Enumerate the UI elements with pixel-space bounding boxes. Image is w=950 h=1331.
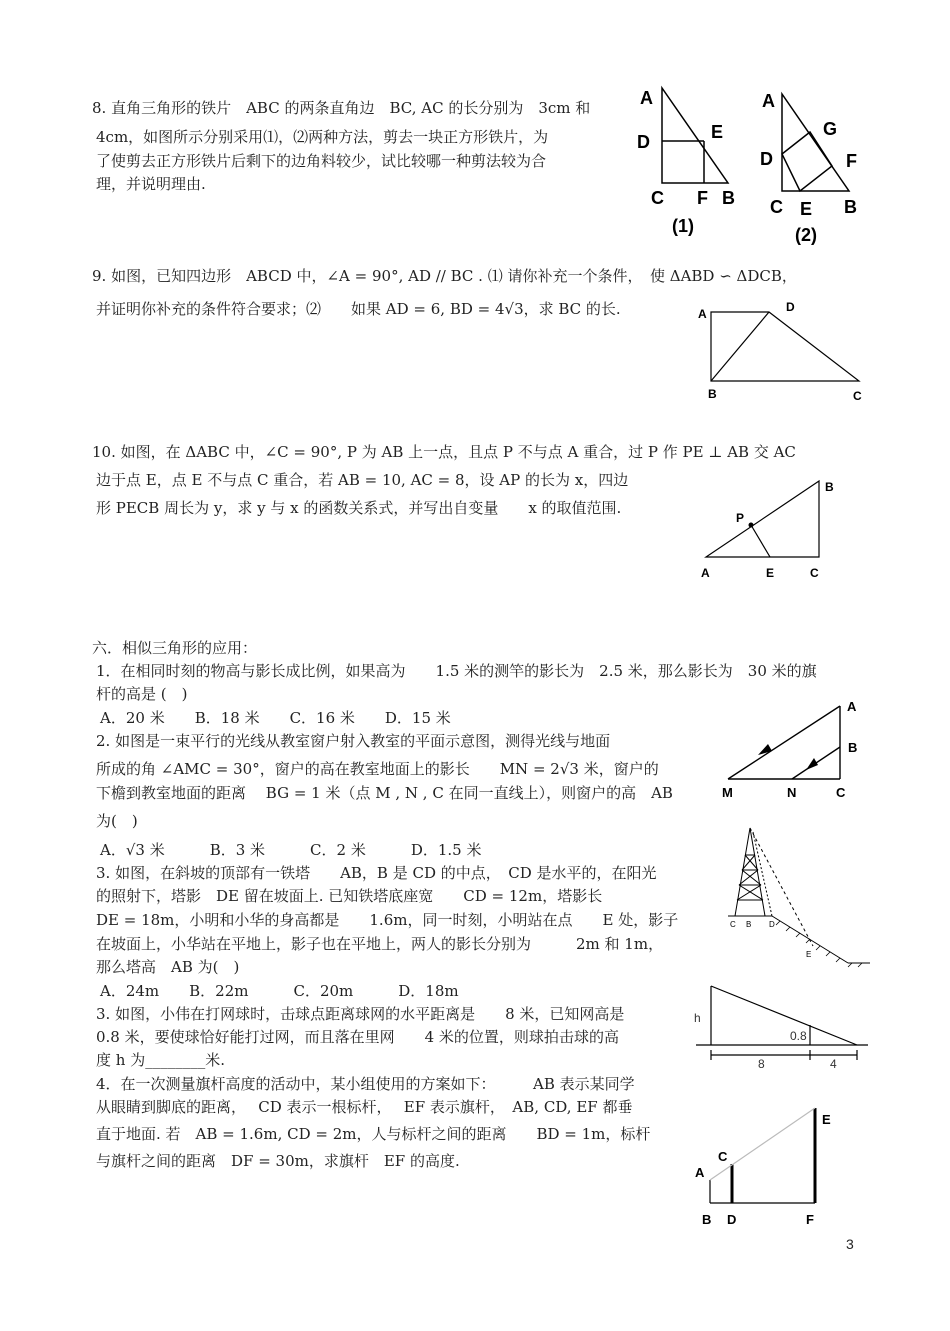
s6-q3b-figure: [696, 986, 868, 1060]
s6-q2-label-c: C: [836, 785, 846, 800]
q8-line-2: 4cm，如图所示分别采用⑴，⑵两种方法，剪去一块正方形铁片，为: [96, 128, 549, 146]
page-number: 3: [846, 1236, 854, 1252]
q8f1-label-e: E: [711, 122, 724, 142]
q9-figure: [711, 312, 859, 381]
q10-point-p: [749, 523, 754, 528]
s6-q2-line-2: 所成的角 ∠AMC = 30°，窗户的高在教室地面上的影长 MN = 2√3 米，窗户的: [96, 760, 659, 778]
s6-q4-line-1: 4．在一次测量旗杆高度的活动中，某小组使用的方案如下： AB 表示某同学: [96, 1075, 635, 1093]
q10-label-c: C: [810, 566, 819, 580]
q8f2-label-e: E: [800, 199, 813, 219]
s6-q2-options: A．√3 米 B．3 米 C．2 米 D．1.5 米: [100, 841, 482, 859]
s6-q1-options: A．20 米 B．18 米 C．16 米 D．15 米: [100, 709, 451, 727]
s6-q4-label-b: B: [702, 1212, 712, 1227]
s6-q4-label-c: C: [718, 1149, 728, 1164]
q8-line-1: 8. 直角三角形的铁片 ABC 的两条直角边 BC, AC 的长分别为 3cm 和: [92, 99, 591, 117]
q8f2-label-a: A: [762, 91, 775, 111]
s6-q4-line-2: 从眼睛到脚底的距离， CD 表示一根标杆， EF 表示旗杆， AB, CD, EF 都垂: [96, 1098, 633, 1116]
s6-q1-line-2: 杆的高是 ( ): [96, 685, 188, 703]
q10-line-2: 边于点 E，点 E 不与点 C 重合，若 AB = 10, AC = 8，设 AP 的长为 x，四边: [96, 471, 629, 489]
q8-line-3: 了使剪去正方形铁片后剩下的边角料较少，试比较哪一种剪法较为合: [96, 152, 547, 170]
q9-line-1: 9. 如图，已知四边形 ABCD 中，∠A = 90°, AD // BC . ⑴ 请你补充一个条件， 使 ΔABD ∽ ΔDCB，: [92, 267, 797, 285]
s6-q3b-label-h: h: [694, 1011, 701, 1025]
section-6-title: 六．相似三角形的应用：: [92, 639, 258, 657]
q10-label-e: E: [766, 566, 775, 580]
s6-q4-line-4: 与旗杆之间的距离 DF = 30m，求旗杆 EF 的高度.: [96, 1152, 460, 1170]
s6-q3a-slope-hatching: [776, 921, 862, 967]
q10-line-3: 形 PECB 周长为 y，求 y 与 x 的函数关系式，并写出自变量 x 的取值范围.: [96, 499, 622, 517]
s6-q3a-label-b: B: [746, 920, 752, 929]
q8-figure-2: [782, 94, 849, 191]
s6-q3b-label-d1: 8: [758, 1057, 765, 1071]
s6-q4-label-e: E: [822, 1112, 831, 1127]
s6-q2-line-1: 2. 如图是一束平行的光线从教室窗户射入教室的平面示意图，测得光线与地面: [96, 732, 611, 750]
q8f1-label-f: F: [697, 188, 708, 208]
s6-q3a-line-3: DE = 18m，小明和小华的身高都是 1.6m，同一时刻，小明站在点 E 处，影子: [96, 911, 679, 929]
s6-q3a-line-5: 那么塔高 AB 为( ): [96, 958, 240, 976]
q10-label-a: A: [701, 566, 710, 580]
q8f1-label-c: C: [651, 188, 664, 208]
q8-line-4: 理，并说明理由.: [96, 175, 206, 193]
s6-q3b-line-3: 度 h 为________米.: [96, 1051, 225, 1069]
q8f2-caption: (2): [795, 225, 817, 245]
q8f1-label-b: B: [722, 188, 735, 208]
s6-q2-label-a: A: [847, 699, 857, 714]
q10-line-1: 10. 如图，在 ΔABC 中，∠C = 90°, P 为 AB 上一点，且点 P 不与点 A 重合，过 P 作 PE ⊥ AB 交 AC: [92, 443, 796, 461]
q8f1-label-d: D: [637, 132, 650, 152]
s6-q4-label-d: D: [727, 1212, 737, 1227]
s6-q1-line-1: 1．在相同时刻的物高与影长成比例，如果高为 1.5 米的测竿的影长为 2.5 米，那么影长为 30 米的旗: [96, 662, 817, 680]
q8f2-label-d: D: [760, 149, 773, 169]
s6-q3a-label-e: E: [806, 950, 812, 959]
q8f2-label-b: B: [844, 197, 857, 217]
q10-figure: [706, 481, 819, 557]
s6-q4-label-a: A: [695, 1165, 705, 1180]
s6-q3a-options: A．24m B．22m C．20m D．18m: [100, 982, 459, 1000]
s6-q3b-label-d2: 4: [830, 1057, 837, 1071]
s6-q3b-line-2: 0.8 米，要使球恰好能打过网，而且落在里网 4 米的位置，则球拍击球的高: [96, 1028, 619, 1046]
q9-label-c: C: [853, 389, 862, 403]
s6-q4-line-3: 直于地面. 若 AB = 1.6m, CD = 2m，人与标杆之间的距离 BD = 1m，标杆: [96, 1125, 651, 1143]
q8f1-caption: (1): [672, 216, 694, 236]
s6-q2-label-n: N: [787, 785, 797, 800]
q9-label-a: A: [698, 307, 707, 321]
s6-q2-figure: [728, 706, 840, 779]
s6-q3a-line-4: 在坡面上，小华站在平地上，影子也在平地上，两人的影长分别为 2m 和 1m，: [96, 935, 664, 953]
s6-q3a-line-2: 的照射下，塔影 DE 留在坡面上. 已知铁塔底座宽 CD = 12m，塔影长: [96, 887, 603, 905]
q10-label-b: B: [825, 480, 834, 494]
s6-q3b-label-net: 0.8: [790, 1029, 807, 1043]
q8f2-label-f: F: [846, 151, 857, 171]
q8f2-label-c: C: [770, 197, 783, 217]
s6-q3b-line-1: 3. 如图，小伟在打网球时，击球点距离球网的水平距离是 8 米，已知网高是: [96, 1005, 625, 1023]
q9-label-d: D: [786, 300, 795, 314]
s6-q2-arrow-2: [806, 758, 818, 770]
q9-line-2: 并证明你补充的条件符合要求；⑵ 如果 AD = 6, BD = 4√3，求 BC 的长.: [96, 300, 621, 318]
s6-q3a-figure: [728, 828, 870, 963]
s6-q3a-line-1: 3. 如图，在斜坡的顶部有一铁塔 AB，B 是 CD 的中点， CD 是水平的，在阳光: [96, 864, 657, 882]
q10-label-p: P: [736, 511, 745, 525]
q8f2-label-g: G: [823, 119, 838, 139]
s6-q2-arrow-1: [758, 744, 772, 755]
s6-q2-line-3: 下檐到教室地面的距离 BG = 1 米（点 M , N , C 在同一直线上），则窗户的高 AB: [96, 784, 673, 802]
s6-q2-label-b: B: [848, 740, 858, 755]
s6-q3a-label-d: D: [769, 920, 775, 929]
q9-label-b: B: [708, 387, 717, 401]
s6-q4-label-f: F: [806, 1212, 814, 1227]
s6-q3a-label-c: C: [730, 920, 736, 929]
s6-q2-line-4: 为( ): [96, 812, 138, 830]
q8f1-label-a: A: [640, 88, 653, 108]
s6-q2-label-m: M: [722, 785, 733, 800]
